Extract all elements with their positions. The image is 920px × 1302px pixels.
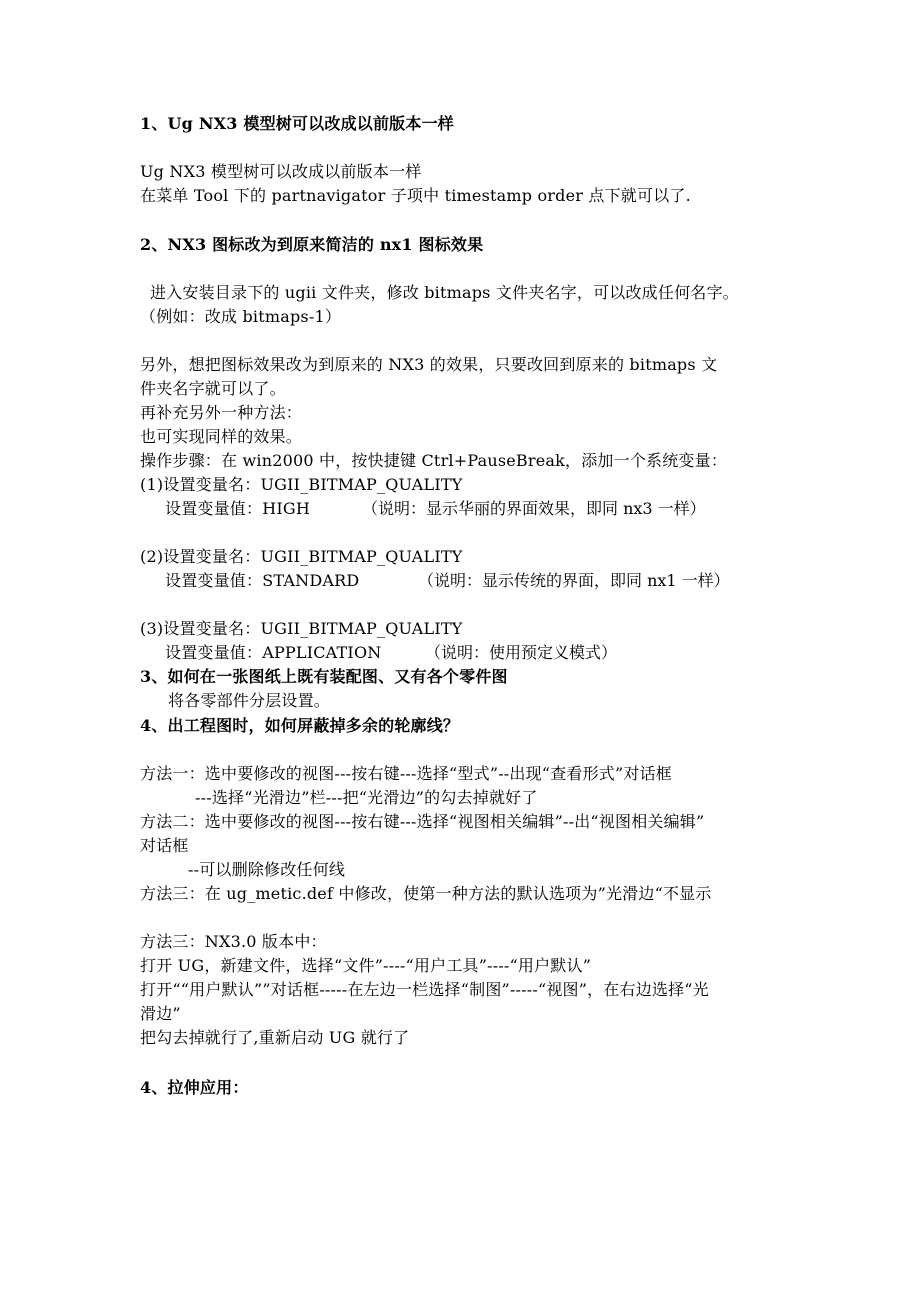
- variable-2-note: （说明：显示传统的界面，即同 nx1 一样）: [418, 571, 730, 590]
- section-2-line-6: 也可实现同样的效果。: [140, 427, 303, 446]
- section-2-line-4: 件夹名字就可以了。: [140, 379, 286, 398]
- method-2-line-2: 对话框: [140, 836, 189, 855]
- section-2-line-7: 操作步骤：在 win2000 中，按快捷键 Ctrl+PauseBreak，添加一个系统变量：: [140, 451, 728, 470]
- variable-3-name: (3)设置变量名：UGII_BITMAP_QUALITY: [140, 619, 463, 638]
- section-2-line-5: 再补充另外一种方法：: [140, 403, 303, 422]
- section-1-line-2: 在菜单 Tool 下的 partnavigator 子项中 timestamp order 点下就可以了.: [140, 186, 691, 205]
- variable-1-name: (1)设置变量名：UGII_BITMAP_QUALITY: [140, 475, 463, 494]
- method-1-line-1: 方法一：选中要修改的视图---按右键---选择“型式”--出现“查看形式”对话框: [140, 764, 672, 783]
- section-4-heading: 4、出工程图时，如何屏蔽掉多余的轮廓线？: [140, 716, 460, 735]
- section-1-line-1: Ug NX3 模型树可以改成以前版本一样: [140, 162, 422, 181]
- section-2-line-3: 另外，想把图标效果改为到原来的 NX3 的效果，只要改回到原来的 bitmaps 文: [140, 355, 718, 374]
- method-3b-line-3: 打开““用户默认””对话框-----在左边一栏选择“制图”-----“视图”，在右边选择“光: [140, 980, 709, 999]
- variable-1-note: （说明：显示华丽的界面效果，即同 nx3 一样）: [362, 499, 706, 518]
- section-2-line-1: 进入安装目录下的 ugii 文件夹，修改 bitmaps 文件夹名字，可以改成任何名字。: [150, 283, 739, 302]
- section-5-heading: 4、拉伸应用：: [140, 1078, 249, 1097]
- method-3-line-1: 方法三：在 ug_metic.def 中修改，使第一种方法的默认选项为”光滑边“不显示: [140, 884, 712, 903]
- variable-1-value: 设置变量值：HIGH: [165, 499, 311, 518]
- section-3-line-1: 将各零部件分层设置。: [168, 691, 331, 710]
- variable-2-name: (2)设置变量名：UGII_BITMAP_QUALITY: [140, 547, 463, 566]
- method-3b-line-2: 打开 UG，新建文件，选择“文件”----“用户工具”----“用户默认”: [140, 956, 592, 975]
- section-2-line-2: （例如：改成 bitmaps-1）: [140, 307, 342, 326]
- method-2-line-1: 方法二：选中要修改的视图---按右键---选择“视图相关编辑”--出“视图相关编辑”: [140, 812, 705, 831]
- method-3b-line-1: 方法三：NX3.0 版本中：: [140, 932, 327, 951]
- section-1-heading: 1、Ug NX3 模型树可以改成以前版本一样: [140, 114, 454, 133]
- variable-3-note: （说明：使用预定义模式）: [425, 643, 618, 662]
- section-2-heading: 2、NX3 图标改为到原来简洁的 nx1 图标效果: [140, 235, 484, 254]
- variable-3-value: 设置变量值：APPLICATION: [165, 643, 382, 662]
- variable-2-value: 设置变量值：STANDARD: [165, 571, 360, 590]
- method-3b-line-4: 滑边”: [140, 1004, 181, 1023]
- method-3b-line-5: 把勾去掉就行了,重新启动 UG 就行了: [140, 1028, 410, 1047]
- method-1-line-2: ---选择“光滑边”栏---把“光滑边”的勾去掉就好了: [195, 788, 538, 807]
- method-2-line-3: --可以删除修改任何线: [188, 860, 346, 879]
- section-3-heading: 3、如何在一张图纸上既有装配图、又有各个零件图: [140, 667, 508, 686]
